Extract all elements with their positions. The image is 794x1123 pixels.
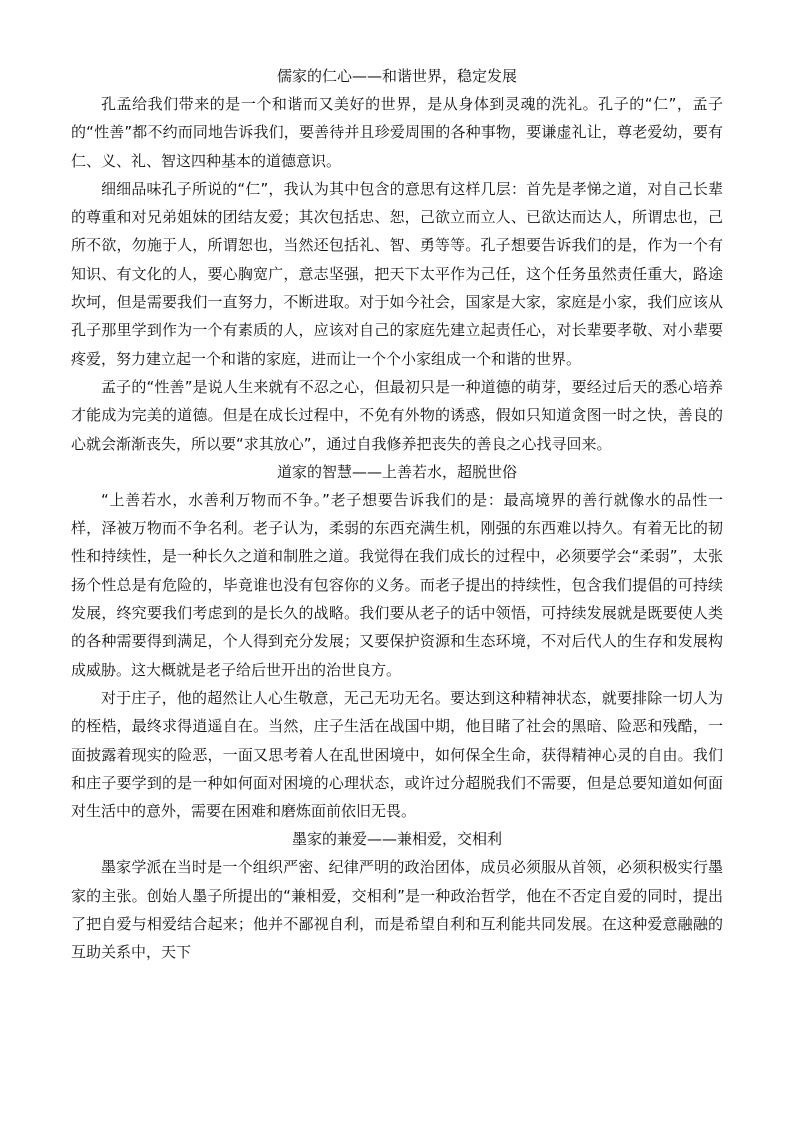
section-heading: 墨家的兼爱——兼相爱，交相利	[291, 830, 502, 849]
section-heading: 儒家的仁心——和谐世界，稳定发展	[276, 67, 517, 85]
paragraph: 墨家学派在当时是一个组织严密、纪律严明的政治团体，成员必须服从首领，必须积极实行墨家的主张。创始人墨子所提出的“兼相爱，交相利”是一种政治哲学，他在不否定自爱的同时，提出了把自爱与相爱结合起来；他并不鄙视自利，而是希望自利和互利能共同发展。在这种爱意融融的互助关系中，天下	[71, 858, 723, 962]
section-confucianism	[71, 62, 723, 458]
section-taoism	[71, 458, 723, 826]
document-page	[71, 62, 723, 967]
section-mohism	[71, 825, 723, 966]
paragraph: “上善若水，水善利万物而不争。”老子想要告诉我们的是：最高境界的善行就像水的品性一样，泽被万物而不争名利。老子认为，柔弱的东西充满生机，刚强的东西难以持久。有着无比的韧性和持续性，是一种长久之道和制胜之道。我觉得在我们成长的过程中，必须要学会“柔弱”，太张扬个性总是有危险的，毕竟谁也没有包容你的义务。而老子提出的持续性，包含我们提倡的可持续发展，终究要我们考虑到的是长久的战略。我们要从老子的话中领悟，可持续发展就是既要使人类的各种需要得到满足，个人得到充分发展；又要保护资源和生态环境，不对后代人的生存和发展构成威胁。这大概就是老子给后世开出的治世良方。	[71, 490, 723, 679]
section-heading: 道家的智慧——上善若水，超脱世俗	[276, 462, 517, 481]
paragraph: 孟子的“性善”是说人生来就有不忍之心，但最初只是一种道德的萌芽，要经过后天的悉心培养才能成为完美的道德。但是在成长过程中，不免有外物的诱惑，假如只知道贪图一时之快，善良的心就会渐渐丧失，所以要“求其放心”，通过自我修养把丧失的善良之心找寻回来。	[71, 377, 723, 453]
paragraph: 对于庄子，他的超然让人心生敬意，无己无功无名。要达到这种精神状态，就要排除一切人为的桎梏，最终求得逍遥自在。当然，庄子生活在战国中期，他目睹了社会的黑暗、险恶和残酷，一面披露着现实的险恶，一面又思考着人在乱世困境中，如何保全生命，获得精神心灵的自由。我们和庄子要学到的是一种如何面对困境的心理状态，或许过分超脱我们不需要，但是总要知道如何面对生活中的意外，需要在困难和磨炼面前依旧无畏。	[71, 688, 723, 821]
paragraph: 孔孟给我们带来的是一个和谐而又美好的世界，是从身体到灵魂的洗礼。孔子的“仁”，孟子的“性善”都不约而同地告诉我们，要善待并且珍爱周围的各种事物，要谦虚礼让，尊老爱幼，要有仁、义、礼、智这四种基本的道德意识。	[71, 95, 723, 170]
paragraph: 细细品味孔子所说的“仁”，我认为其中包含的意思有这样几层：首先是孝悌之道，对自己长辈的尊重和对兄弟姐妹的团结友爱；其次包括忠、恕，己欲立而立人、已欲达而达人，所谓忠也，己所不欲，勿施于人，所谓恕也，当然还包括礼、智、勇等等。孔子想要告诉我们的是，作为一个有知识、有文化的人，要心胸宽广，意志坚强，把天下太平作为己任，这个任务虽然责任重大，路途坎坷，但是需要我们一直努力，不断进取。对于如今社会，国家是大家，家庭是小家，我们应该从孔子那里学到作为一个有素质的人，应该对自己的家庭先建立起责任心，对长辈要孝敬、对小辈要疼爱，努力建立起一个和谐的家庭，进而让一个个小家组成一个和谐的世界。	[71, 179, 723, 368]
